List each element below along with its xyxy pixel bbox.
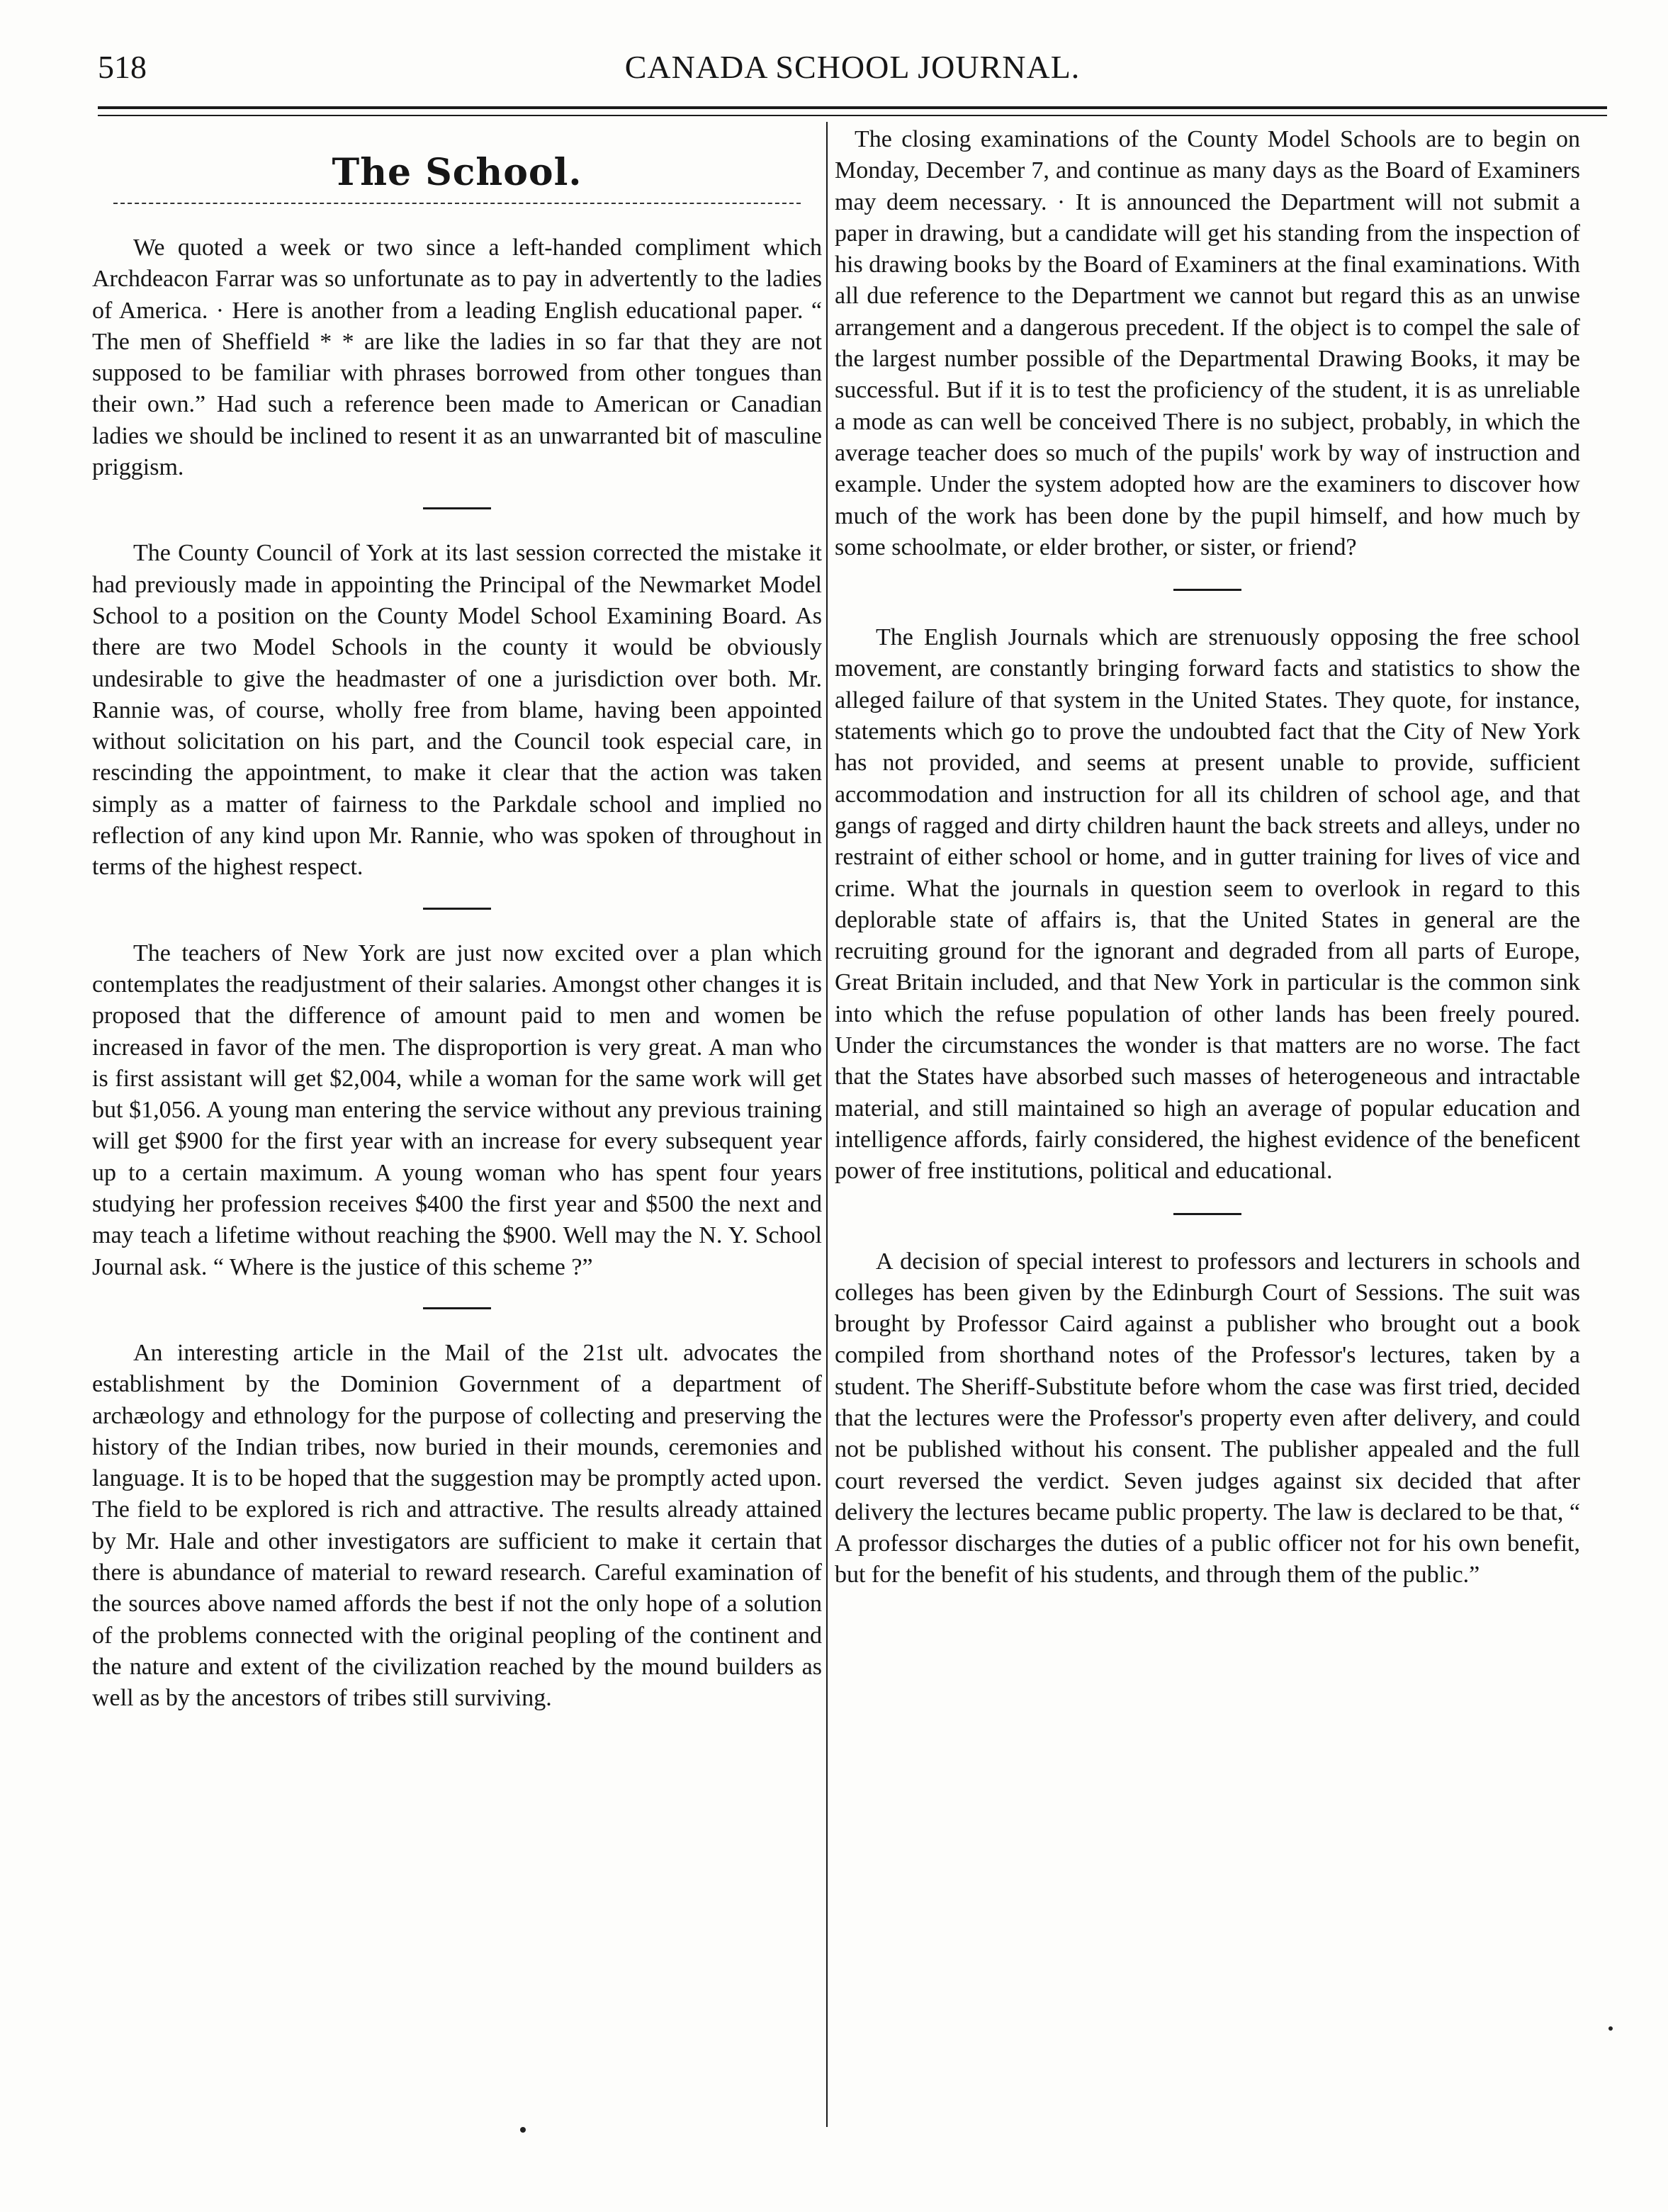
article-separator [423, 908, 491, 910]
article-paragraph: The closing examinations of the County Model Schools are to begin on Monday, December 7, and continue as many days as the Board of Examiners may deem necessary. · It is announced the Department will not submit a paper in drawing, but a candidate will get his standing from the inspection of his drawing books by the Board of Examiners at the final examinations. With all due reference to the Department we cannot but regard this as an unwise arrangement and a dangerous precedent. If the object is to compel the sale of the largest number possible of the Departmental Drawing Books, it may be successful. But if it is to test the proficiency of the student, it is as unreliable a mode as can well be conceived There is no subject, probably, in which the average teacher does so much of the pupils' work by way of instruction and example. Under the system adopted how are the examiners to discover how much of the work has been done by the pupil himself, and how much by some schoolmate, or elder brother, or sister, or friend? [835, 126, 1580, 560]
article-paragraph: An interesting article in the Mail of the 21st ult. advocates the establishment by the Dominion Government of a department of archæology and ethnology for the purpose of collecting and preserving the history of the Indian tribes, now buried in their mounds, ceremonies and language. It is to be hoped that the suggestion may be promptly acted upon. The field to be explored is rich and attractive. The results already attained by Mr. Hale and other investigators are sufficient to make it certain that there is abundance of material to reward research. Careful examination of the sources above named affords the best if not the only hope of a solution of the problems connected with the original peopling of the continent and the nature and extent of the civilization reached by the mound builders as well as by the ancestors of tribes still surviving. [92, 1339, 822, 1712]
article-paragraph: A decision of special interest to professors and lecturers in schools and colleges has been given by the Edinburgh Court of Sessions. The suit was brought by Professor Caird against a publisher who brought out a book compiled from shorthand notes of the Professor's lectures, taken by a student. The Sheriff-Substitute before whom the case was first tried, decided that the lectures were the Professor's property even after delivery, and could not be published without his consent. The publisher appealed and the full court reversed the verdict. Seven judges against six decided that after delivery the lectures became public property. The law is declared to be that, “ A professor discharges the duties of a public officer not for his own benefit, but for the benefit of his students, and through them of the public.” [835, 1248, 1580, 1589]
article-separator [1173, 589, 1241, 591]
ink-speck [520, 2127, 526, 2133]
section-title: The School. [332, 151, 582, 194]
header-rule-thick [98, 106, 1607, 109]
article-paragraph: We quoted a week or two since a left-handed compliment which Archdeacon Farrar was so unfortunate as to pay in advertently to the ladies of America. · Here is another from a leading English educational paper. “ The men of Sheffield * * are like the ladies in so far that they are not supposed to be familiar with phrases borrowed from other tongues than their own.” Had such a reference been made to American or Canadian ladies we should be inclined to resent it as an unwarranted bit of masculine priggism. [92, 235, 822, 481]
article-paragraph: The English Journals which are strenuously opposing the free school movement, are constantly bringing forward facts and statistics to show the alleged failure of that system in the United States. They quote, for instance, statements which go to prove the undoubted fact that the City of New York has not provided, and seems at present unable to provide, sufficient accommodation and instruction for all its children of school age, and that gangs of ragged and dirty children haunt the back streets and alleys, under no restraint of either school or home, and in gutter training for lives of vice and crime. What the journals in question seem to overlook in regard to this deplorable state of affairs is, that the United States in general are the recruiting ground for the ignorant and degraded from all parts of Europe, Great Britain included, and that New York in particular is the common sink into which the refuse population of other lands has been freely poured. Under the circumstances the wonder is that matters are no worse. The fact that the States have absorbed such masses of heterogeneous and intractable material, and still maintained so high an average of popular education and intelligence affords, fairly considered, the highest evidence of the beneficent power of free institutions, political and educational. [835, 624, 1580, 1185]
ink-speck [1608, 2026, 1613, 2031]
article-paragraph: The County Council of York at its last session corrected the mistake it had previously made in appointing the Principal of the Newmarket Model School to a position on the County Model School Examining Board. As there are two Model Schools in the county it would be obviously undesirable to give the headmaster of one a jurisdiction over both. Mr. Rannie was, of course, wholly free from blame, having been appointed without solicitation on his part, and the Council took especial care, in rescinding the appointment, to make it clear that the action was taken simply as a matter of fairness to the Parkdale school and implied no reflection of any kind upon Mr. Rannie, who was spoken of throughout in terms of the highest respect. [92, 540, 822, 881]
article-separator [423, 507, 491, 509]
left-column [92, 124, 822, 1714]
article-separator [1173, 1213, 1241, 1215]
header-rule-thin [98, 115, 1607, 116]
column-divider [826, 122, 828, 2127]
article-paragraph: The teachers of New York are just now excited over a plan which contemplates the readjustment of their salaries. Amongst other changes it is proposed that the difference of amount paid to men and women be increased in favor of the men. The disproportion is very great. A man who is first assistant will get $2,004, while a woman for the same work will get but $1,056. A young man entering the service without any previous training will get $900 for the first year with an increase for every subsequent year up to a certain maximum. A young woman who has spent four years studying her profession receives $400 the first year and $500 the next and may teach a lifetime without reaching the $900. Well may the N. Y. School Journal ask. “ Where is the justice of this scheme ?” [92, 939, 822, 1280]
page-number: 518 [98, 49, 147, 85]
page-header [98, 48, 1607, 98]
article-separator [423, 1307, 491, 1309]
title-rule [113, 203, 801, 204]
right-column [835, 124, 1580, 1591]
journal-title: CANADA SCHOOL JOURNAL. [624, 49, 1081, 85]
